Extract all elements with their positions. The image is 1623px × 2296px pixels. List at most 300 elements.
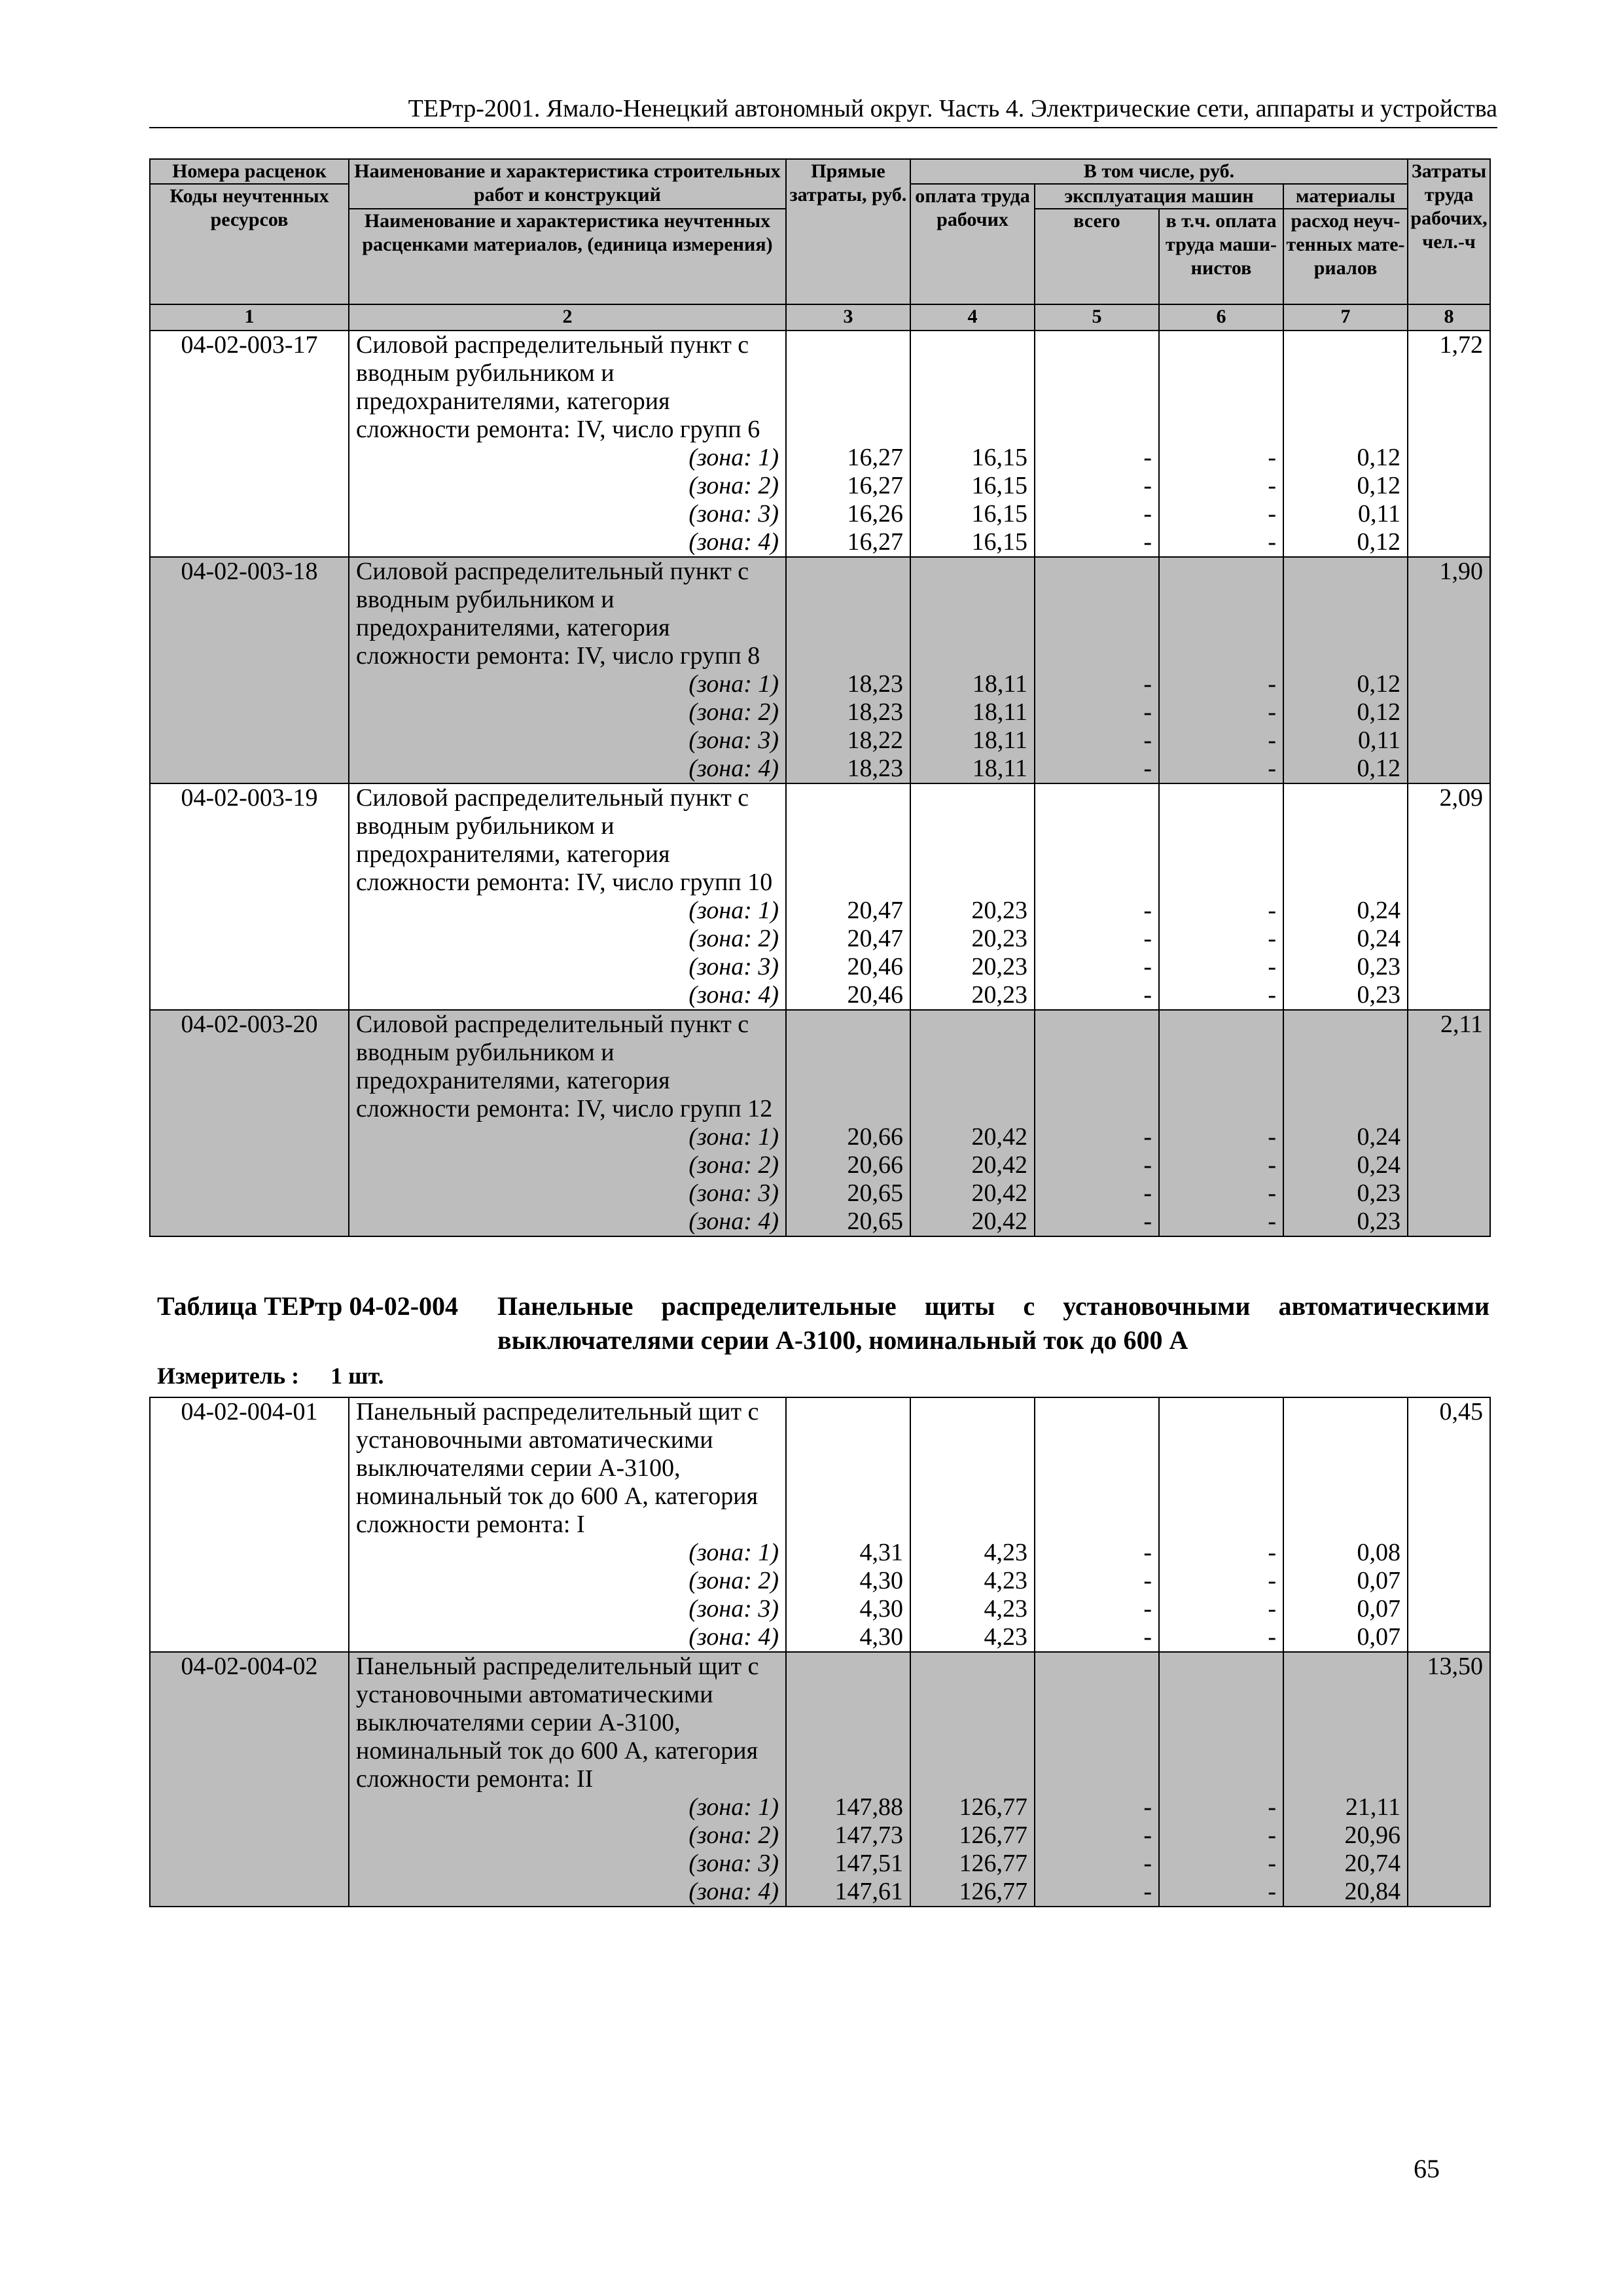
spacer <box>1035 387 1158 416</box>
zone-label: (зона: 3) <box>688 1595 779 1623</box>
labor-cell <box>1408 783 1490 1010</box>
header-materials-consumption: расход неуч-тенных мате-риалов <box>1283 209 1408 304</box>
wages-value: 126,77 <box>959 1850 1027 1877</box>
spacer <box>1160 1095 1283 1123</box>
direct-cost-value: 20,66 <box>847 1151 903 1179</box>
wages-value: 20,42 <box>971 1179 1027 1207</box>
spacer <box>1035 1511 1158 1539</box>
labor-value: 1,72 <box>1439 331 1484 359</box>
wages-value: 20,23 <box>971 981 1027 1009</box>
spacer <box>787 840 910 869</box>
spacer <box>1284 558 1407 586</box>
spacer <box>1284 642 1407 670</box>
spacer <box>1035 359 1158 387</box>
spacer <box>1035 642 1158 670</box>
operators-wages-value: - <box>1268 1793 1276 1821</box>
spacer <box>1035 1426 1158 1454</box>
machines-value: - <box>1143 755 1152 782</box>
column-numbers-row <box>150 304 1490 331</box>
rates-table-04-02-004 <box>149 1397 1491 1907</box>
machines-value: - <box>1143 1208 1152 1235</box>
table-label: Таблица ТЕРтр 04-02-004 <box>157 1291 459 1321</box>
spacer <box>787 1454 910 1482</box>
description-line: сложности ремонта: IV, число групп 8 <box>356 642 760 670</box>
spacer <box>1035 812 1158 840</box>
direct-cost-value: 20,47 <box>847 925 903 952</box>
column-number: 4 <box>910 304 1035 331</box>
direct-cost-value: 18,22 <box>847 726 903 754</box>
spacer <box>787 1095 910 1123</box>
operators-wages-value: - <box>1268 726 1276 754</box>
operators-wages-value: - <box>1268 698 1276 726</box>
header-materials-name: Наименование и характеристика неучтенных расценками материалов, (единица измерения) <box>349 209 786 304</box>
zone-label: (зона: 2) <box>688 1151 779 1179</box>
zone-label: (зона: 3) <box>688 953 779 980</box>
direct-cost-value: 20,66 <box>847 1123 903 1151</box>
zone-label: (зона: 1) <box>688 897 779 924</box>
machines-cell <box>1035 331 1159 557</box>
description-line: установочными автоматическими <box>356 1426 713 1454</box>
materials-value: 0,24 <box>1357 1123 1401 1151</box>
materials-value: 0,23 <box>1357 1208 1401 1235</box>
column-number: 6 <box>1159 304 1283 331</box>
header-wages: оплата труда рабочих <box>910 184 1035 304</box>
spacer <box>911 1095 1034 1123</box>
spacer <box>911 1709 1034 1737</box>
spacer <box>1284 1011 1407 1039</box>
spacer <box>787 614 910 642</box>
rates-table-04-02-003 <box>149 158 1491 1237</box>
machines-value: - <box>1143 1151 1152 1179</box>
machines-value: - <box>1143 1623 1152 1651</box>
zone-label: (зона: 1) <box>688 1539 779 1566</box>
wages-cell <box>910 1397 1035 1652</box>
column-number: 7 <box>1283 304 1408 331</box>
spacer <box>787 1681 910 1709</box>
labor-value: 13,50 <box>1427 1653 1483 1680</box>
rate-code-cell <box>150 783 349 1010</box>
spacer <box>911 586 1034 614</box>
labor-cell <box>1408 557 1490 783</box>
zone-label: (зона: 3) <box>688 500 779 528</box>
wages-value: 4,23 <box>984 1595 1027 1623</box>
spacer <box>1035 1482 1158 1511</box>
labor-cell <box>1408 1397 1490 1652</box>
wages-cell <box>910 783 1035 1010</box>
spacer <box>911 1511 1034 1539</box>
spacer <box>787 1039 910 1067</box>
spacer <box>1160 1011 1283 1039</box>
spacer <box>1284 1511 1407 1539</box>
header-machines-total: всего <box>1035 209 1159 304</box>
description-line: сложности ремонта: IV, число групп 12 <box>356 1095 773 1122</box>
zone-label: (зона: 2) <box>688 698 779 726</box>
materials-value: 0,07 <box>1357 1595 1400 1623</box>
description-line: Силовой распределительный пункт с <box>356 1011 749 1038</box>
column-number: 8 <box>1408 304 1490 331</box>
spacer <box>787 359 910 387</box>
wages-value: 16,15 <box>971 472 1027 499</box>
direct-cost-value: 16,27 <box>847 528 903 556</box>
description-line: предохранителями, категория <box>356 840 670 868</box>
description-line: вводным рубильником и <box>356 812 615 840</box>
materials-cell <box>1283 331 1408 557</box>
machines-cell <box>1035 783 1159 1010</box>
materials-value: 20,74 <box>1344 1850 1400 1877</box>
description-line: Панельный распределительный щит с <box>356 1398 759 1426</box>
header-rate-numbers: Номера расценок <box>150 159 349 184</box>
spacer <box>911 1765 1034 1793</box>
column-number: 1 <box>150 304 349 331</box>
operators-wages-value: - <box>1268 1179 1276 1207</box>
page-number: 65 <box>1414 2154 1440 2183</box>
spacer <box>787 558 910 586</box>
spacer <box>787 642 910 670</box>
labor-value: 1,90 <box>1439 558 1484 585</box>
wages-value: 18,11 <box>972 670 1027 698</box>
spacer <box>911 614 1034 642</box>
machines-value: - <box>1143 698 1152 726</box>
description-line: сложности ремонта: I <box>356 1511 585 1538</box>
operators-wages-value: - <box>1268 1623 1276 1651</box>
spacer <box>1160 331 1283 359</box>
operators-wages-value: - <box>1268 670 1276 698</box>
materials-cell <box>1283 1010 1408 1236</box>
zone-label: (зона: 3) <box>688 1179 779 1207</box>
spacer <box>1035 1653 1158 1681</box>
operators-wages-value: - <box>1268 1595 1276 1623</box>
running-title: ТЕРтр-2001. Ямало-Ненецкий автономный округ. Часть 4. Электрические сети, аппараты и устройства <box>408 95 1497 122</box>
spacer <box>1160 387 1283 416</box>
description-line: установочными автоматическими <box>356 1681 713 1708</box>
labor-cell <box>1408 1010 1490 1236</box>
rate-description-cell <box>349 783 786 1010</box>
spacer <box>911 359 1034 387</box>
spacer <box>911 1653 1034 1681</box>
wages-value: 20,23 <box>971 897 1027 924</box>
operators-wages-value: - <box>1268 528 1276 556</box>
spacer <box>787 387 910 416</box>
materials-value: 0,07 <box>1357 1567 1400 1594</box>
spacer <box>1160 558 1283 586</box>
spacer <box>1284 614 1407 642</box>
rate-code-cell <box>150 1010 349 1236</box>
operators-wages-value: - <box>1268 1878 1276 1905</box>
measure-label: Измеритель : <box>157 1363 300 1389</box>
spacer <box>787 1511 910 1539</box>
spacer <box>1035 1398 1158 1426</box>
machines-value: - <box>1143 1567 1152 1594</box>
direct-cost-cell <box>786 1010 910 1236</box>
spacer <box>1284 416 1407 444</box>
spacer <box>1035 586 1158 614</box>
materials-value: 0,12 <box>1357 755 1401 782</box>
materials-value: 0,11 <box>1357 726 1401 754</box>
spacer <box>1035 1067 1158 1095</box>
spacer <box>1035 784 1158 812</box>
description-line: Силовой распределительный пункт с <box>356 331 749 359</box>
description-line: предохранителями, категория <box>356 387 670 415</box>
zone-label: (зона: 2) <box>688 1821 779 1849</box>
direct-cost-value: 20,65 <box>847 1179 903 1207</box>
machines-value: - <box>1143 1821 1152 1849</box>
machines-value: - <box>1143 1539 1152 1566</box>
spacer <box>911 387 1034 416</box>
direct-cost-cell <box>786 1652 910 1907</box>
wages-value: 126,77 <box>959 1878 1027 1905</box>
machines-cell <box>1035 557 1159 783</box>
materials-value: 0,12 <box>1357 670 1401 698</box>
direct-cost-cell <box>786 1397 910 1652</box>
spacer <box>787 1067 910 1095</box>
spacer <box>1035 558 1158 586</box>
materials-value: 0,12 <box>1357 528 1401 556</box>
spacer <box>787 1426 910 1454</box>
spacer <box>787 812 910 840</box>
spacer <box>1035 1765 1158 1793</box>
header-operators-wages: в т.ч. оплата труда маши-нистов <box>1159 209 1283 304</box>
spacer <box>787 586 910 614</box>
direct-cost-value: 4,31 <box>859 1539 903 1566</box>
machines-value: - <box>1143 472 1152 499</box>
materials-cell <box>1283 1397 1408 1652</box>
rate-code: 04-02-003-17 <box>181 331 318 359</box>
wages-cell <box>910 557 1035 783</box>
rate-row <box>150 1010 1490 1236</box>
spacer <box>1160 642 1283 670</box>
rate-row <box>150 1652 1490 1907</box>
spacer <box>1284 1039 1407 1067</box>
spacer <box>1284 840 1407 869</box>
description-line: сложности ремонта: IV, число групп 6 <box>356 416 760 443</box>
spacer <box>911 1482 1034 1511</box>
zone-label: (зона: 2) <box>688 1567 779 1594</box>
spacer <box>911 1398 1034 1426</box>
wages-value: 20,42 <box>971 1123 1027 1151</box>
spacer <box>1284 869 1407 897</box>
machines-value: - <box>1143 1595 1152 1623</box>
operators-wages-value: - <box>1268 1821 1276 1849</box>
spacer <box>1284 1653 1407 1681</box>
spacer <box>911 416 1034 444</box>
rate-row <box>150 1397 1490 1652</box>
description-line: вводным рубильником и <box>356 359 615 387</box>
spacer <box>1160 359 1283 387</box>
operators-wages-value: - <box>1268 953 1276 980</box>
spacer <box>1160 416 1283 444</box>
operators-wages-value: - <box>1268 472 1276 499</box>
wages-value: 16,15 <box>971 444 1027 471</box>
direct-cost-cell <box>786 783 910 1010</box>
description-line: выключателями серии А-3100, <box>356 1709 681 1736</box>
spacer <box>1160 1482 1283 1511</box>
spacer <box>1284 331 1407 359</box>
machines-value: - <box>1143 925 1152 952</box>
rate-description-cell <box>349 557 786 783</box>
zone-label: (зона: 4) <box>688 1208 779 1235</box>
direct-cost-value: 147,73 <box>834 1821 903 1849</box>
operators-wages-value: - <box>1268 1850 1276 1877</box>
machines-value: - <box>1143 1123 1152 1151</box>
spacer <box>1284 1398 1407 1426</box>
spacer <box>787 1011 910 1039</box>
materials-value: 20,84 <box>1344 1878 1400 1905</box>
operators-wages-value: - <box>1268 1208 1276 1235</box>
machines-cell <box>1035 1010 1159 1236</box>
spacer <box>911 869 1034 897</box>
materials-value: 0,12 <box>1357 698 1401 726</box>
materials-value: 0,11 <box>1357 500 1401 528</box>
spacer <box>787 869 910 897</box>
rate-code: 04-02-003-19 <box>181 784 318 812</box>
machines-value: - <box>1143 1179 1152 1207</box>
wages-value: 4,23 <box>984 1623 1027 1651</box>
wages-value: 18,11 <box>972 698 1027 726</box>
operators-wages-cell <box>1159 783 1283 1010</box>
header-materials: материалы <box>1283 184 1408 209</box>
wages-value: 20,23 <box>971 925 1027 952</box>
description-line: Панельный распределительный щит с <box>356 1653 759 1680</box>
rate-code: 04-02-003-18 <box>181 558 318 585</box>
wages-value: 18,11 <box>972 755 1027 782</box>
machines-value: - <box>1143 1850 1152 1877</box>
operators-wages-value: - <box>1268 897 1276 924</box>
direct-cost-value: 16,26 <box>847 500 903 528</box>
rate-row <box>150 331 1490 557</box>
description-line: сложности ремонта: IV, число групп 10 <box>356 869 773 896</box>
measure-line <box>157 1361 383 1390</box>
spacer <box>911 1067 1034 1095</box>
spacer <box>1160 1398 1283 1426</box>
spacer <box>1035 1095 1158 1123</box>
materials-value: 0,12 <box>1357 444 1401 471</box>
materials-value: 0,23 <box>1357 981 1401 1009</box>
spacer <box>1284 1737 1407 1765</box>
machines-value: - <box>1143 953 1152 980</box>
operators-wages-value: - <box>1268 444 1276 471</box>
spacer <box>787 331 910 359</box>
operators-wages-value: - <box>1268 925 1276 952</box>
direct-cost-cell <box>786 331 910 557</box>
direct-cost-value: 4,30 <box>859 1567 903 1594</box>
spacer <box>911 812 1034 840</box>
spacer <box>1284 1681 1407 1709</box>
materials-cell <box>1283 1652 1408 1907</box>
spacer <box>787 784 910 812</box>
header-machines: эксплуатация машин <box>1035 184 1283 209</box>
spacer <box>911 1011 1034 1039</box>
column-number: 5 <box>1035 304 1159 331</box>
zone-label: (зона: 1) <box>688 1793 779 1821</box>
direct-cost-value: 20,65 <box>847 1208 903 1235</box>
zone-label: (зона: 4) <box>688 528 779 556</box>
operators-wages-cell <box>1159 1397 1283 1652</box>
operators-wages-cell <box>1159 557 1283 783</box>
rate-code-cell <box>150 1652 349 1907</box>
machines-value: - <box>1143 981 1152 1009</box>
wages-cell <box>910 1652 1035 1907</box>
description-line: сложности ремонта: II <box>356 1765 594 1793</box>
rate-row <box>150 557 1490 783</box>
spacer <box>1160 1067 1283 1095</box>
spacer <box>1160 1511 1283 1539</box>
description-line: Силовой распределительный пункт с <box>356 558 749 585</box>
spacer <box>1035 840 1158 869</box>
direct-cost-value: 18,23 <box>847 698 903 726</box>
header-resource-codes: Коды неучтенных ресурсов <box>150 184 349 304</box>
spacer <box>1035 1737 1158 1765</box>
rate-code-cell <box>150 557 349 783</box>
wages-cell <box>910 1010 1035 1236</box>
spacer <box>1160 784 1283 812</box>
machines-value: - <box>1143 1793 1152 1821</box>
materials-value: 0,12 <box>1357 472 1401 499</box>
spacer <box>1284 1067 1407 1095</box>
materials-value: 0,24 <box>1357 925 1401 952</box>
wages-value: 126,77 <box>959 1821 1027 1849</box>
wages-cell <box>910 331 1035 557</box>
operators-wages-value: - <box>1268 1123 1276 1151</box>
spacer <box>1284 387 1407 416</box>
materials-value: 21,11 <box>1345 1793 1400 1821</box>
wages-value: 16,15 <box>971 528 1027 556</box>
materials-value: 20,96 <box>1344 1821 1400 1849</box>
spacer <box>1160 614 1283 642</box>
spacer <box>1284 1482 1407 1511</box>
spacer <box>1035 1681 1158 1709</box>
spacer <box>1160 812 1283 840</box>
spacer <box>1284 586 1407 614</box>
machines-cell <box>1035 1397 1159 1652</box>
direct-cost-cell <box>786 557 910 783</box>
spacer <box>1284 812 1407 840</box>
operators-wages-value: - <box>1268 1151 1276 1179</box>
machines-value: - <box>1143 670 1152 698</box>
machines-value: - <box>1143 726 1152 754</box>
direct-cost-value: 4,30 <box>859 1595 903 1623</box>
spacer <box>1160 1737 1283 1765</box>
description-line: выключателями серии А-3100, <box>356 1454 681 1482</box>
spacer <box>911 1681 1034 1709</box>
direct-cost-value: 16,27 <box>847 472 903 499</box>
zone-label: (зона: 4) <box>688 1878 779 1905</box>
header-in-total: В том числе, руб. <box>910 159 1408 184</box>
wages-value: 16,15 <box>971 500 1027 528</box>
wages-value: 126,77 <box>959 1793 1027 1821</box>
spacer <box>1160 1039 1283 1067</box>
spacer <box>1035 1709 1158 1737</box>
spacer <box>1284 1426 1407 1454</box>
wages-value: 20,42 <box>971 1208 1027 1235</box>
spacer <box>911 1454 1034 1482</box>
spacer <box>1035 416 1158 444</box>
spacer <box>787 1765 910 1793</box>
zone-label: (зона: 1) <box>688 1123 779 1151</box>
spacer <box>911 1426 1034 1454</box>
spacer <box>1035 869 1158 897</box>
spacer <box>1284 1095 1407 1123</box>
header-work-name: Наименование и характеристика строительных работ и конструкций <box>349 159 786 209</box>
header-direct-costs: Прямые затраты, руб. <box>786 159 910 304</box>
spacer <box>1284 1709 1407 1737</box>
machines-value: - <box>1143 500 1152 528</box>
spacer <box>1160 1765 1283 1793</box>
labor-cell <box>1408 1652 1490 1907</box>
spacer <box>1160 1709 1283 1737</box>
wages-value: 20,23 <box>971 953 1027 980</box>
materials-cell <box>1283 783 1408 1010</box>
direct-cost-value: 4,30 <box>859 1623 903 1651</box>
